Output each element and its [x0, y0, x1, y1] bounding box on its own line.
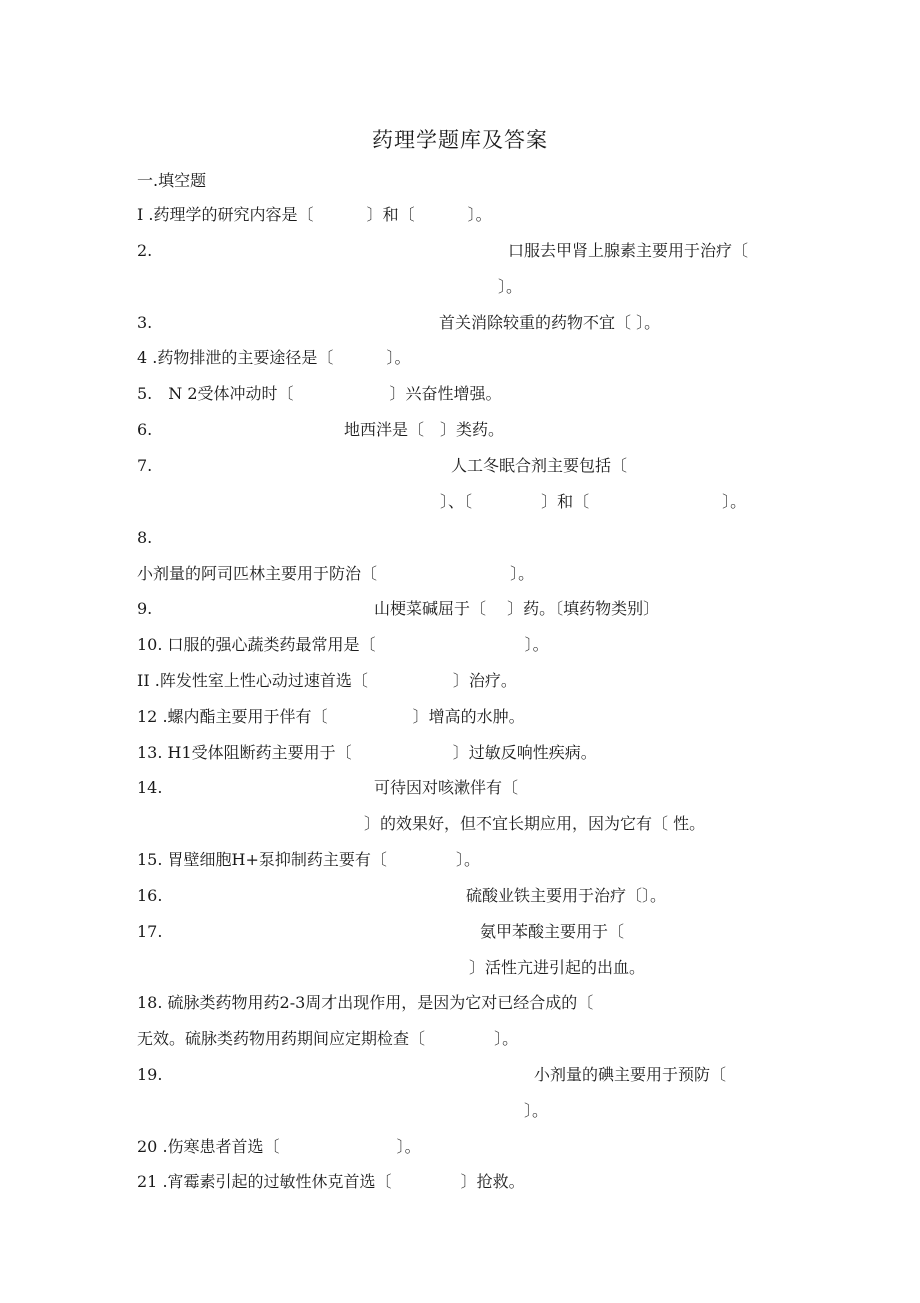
question-13: 13. H1受体阻断药主要用于〔 〕过敏反响性疾病。 [137, 743, 597, 762]
question-14-continuation: 〕的效果好，但不宜长期应用，因为它有〔 性。 [364, 814, 706, 833]
question-1: I .药理学的研究内容是〔 〕和〔 〕。 [137, 205, 492, 224]
question-8-text: 小剂量的阿司匹林主要用于防治〔 〕。 [137, 564, 535, 583]
question-3-text: 首关消除较重的药物不宜〔 〕。 [439, 313, 661, 332]
question-16-number: 16. [137, 886, 163, 905]
question-20: 20 .伤寒患者首选〔 〕。 [137, 1137, 421, 1156]
question-5: 5. N 2受体冲动时〔 〕兴奋性增强。 [137, 384, 502, 403]
question-4: 4 .药物排泄的主要途径是〔 〕。 [137, 348, 411, 367]
question-12: 12 .螺内酯主要用于伴有〔 〕增高的水肿。 [137, 707, 525, 726]
question-2-continuation: 〕。 [498, 277, 523, 296]
question-14-text: 可待因对咳漱伴有〔 [374, 778, 519, 797]
question-17-continuation: 〕活性亢进引起的出血。 [469, 958, 646, 977]
question-6-text: 地西泮是〔 〕类药。 [344, 420, 505, 439]
question-19-continuation: 〕。 [524, 1101, 549, 1120]
question-7-text: 人工冬眠合剂主要包括〔 [451, 456, 628, 475]
question-21: 21 .宵霉素引起的过敏性休克首选〔 〕抢救。 [137, 1172, 525, 1191]
question-19-text: 小剂量的碘主要用于预防〔 [534, 1065, 727, 1084]
question-3-number: 3. [137, 313, 153, 332]
question-7-number: 7. [137, 456, 153, 475]
question-17-number: 17. [137, 922, 163, 941]
question-6-number: 6. [137, 420, 153, 439]
question-15: 15. 胃壁细胞H+泵抑制药主要有〔 〕。 [137, 850, 480, 869]
question-14-number: 14. [137, 778, 163, 797]
question-9-number: 9. [137, 599, 153, 618]
question-17-text: 氨甲苯酸主要用于〔 [480, 922, 625, 941]
question-19-number: 19. [137, 1065, 163, 1084]
question-7-continuation: 〕、〔 〕和〔 〕。 [440, 492, 747, 511]
question-11: II .阵发性室上性心动过速首选〔 〕治疗。 [137, 671, 517, 690]
question-2-number: 2. [137, 241, 153, 260]
question-8-number: 8. [137, 528, 153, 547]
question-10: 10. 口服的强心蔬类药最常用是〔 〕。 [137, 635, 549, 654]
question-16-text: 硫酸业铁主要用于治疗〔〕。 [466, 886, 667, 905]
question-18-continuation: 无效。硫脉类药物用药期间应定期检查〔 〕。 [137, 1029, 519, 1048]
section-heading: 一.填空题 [137, 171, 207, 190]
question-18: 18. 硫脉类药物用药2-3周才出现作用，是因为它对已经合成的〔 [137, 993, 594, 1012]
question-2-text: 口服去甲肾上腺素主要用于治疗〔 [508, 241, 749, 260]
document-title: 药理学题库及答案 [372, 128, 548, 152]
question-9-text: 山梗菜碱屈于〔 〕药。〔填药物类别〕 [374, 599, 660, 618]
